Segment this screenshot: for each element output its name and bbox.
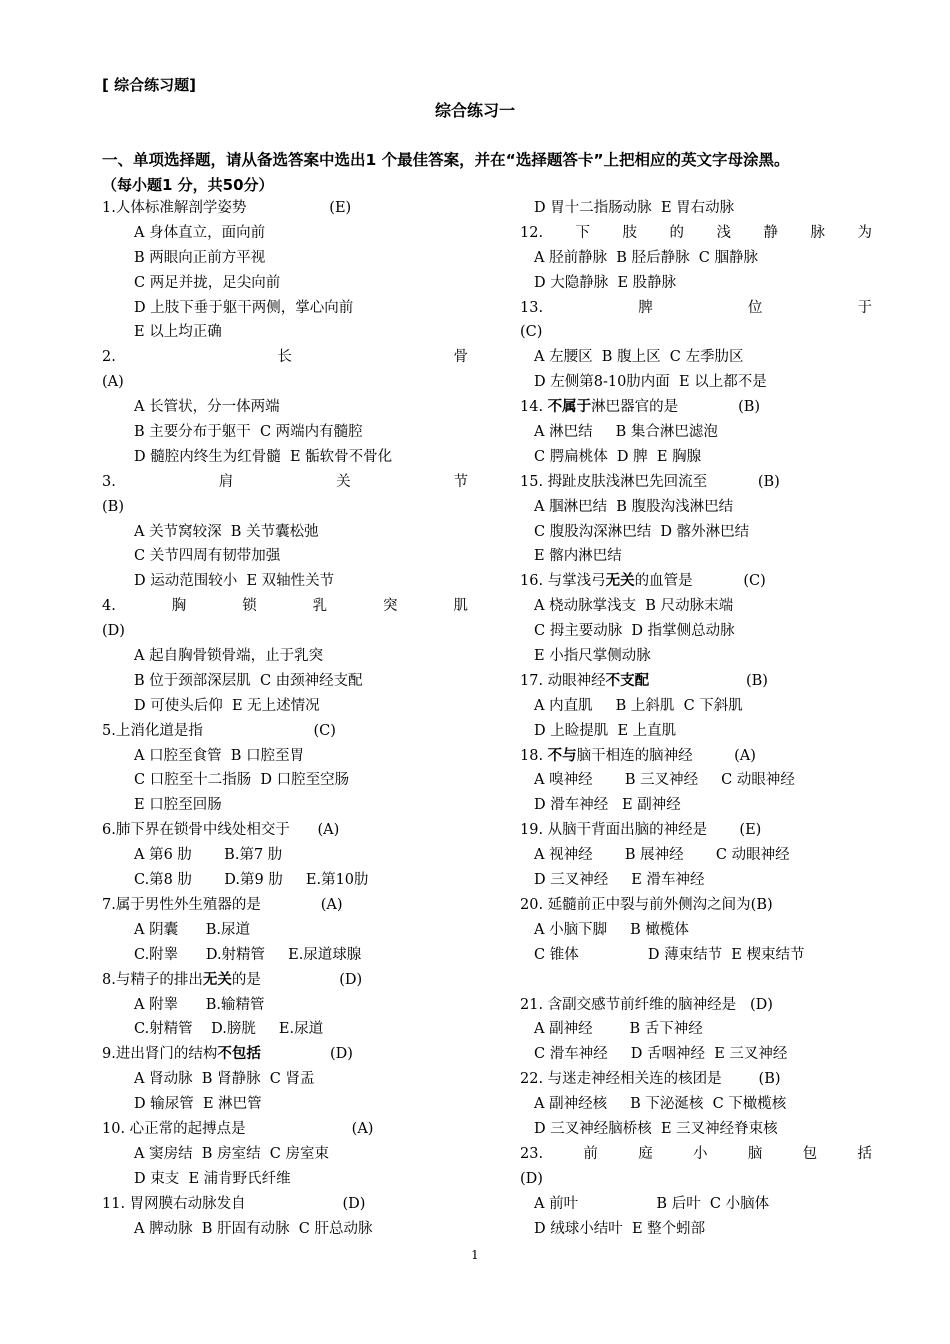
- instruction-text: 一、单项选择题，请从备选答案中选出1 个最佳答案，并在“选择题答卡”上把相应的英文字母涂黑。: [102, 151, 790, 169]
- answer-option-line: C 两足并拢，足尖向前: [134, 274, 281, 291]
- justified-word: 乳: [312, 598, 328, 615]
- justified-word: 2.: [102, 349, 116, 366]
- justified-word: 23.: [520, 1145, 544, 1162]
- question-line: (A): [102, 374, 124, 391]
- question-line: 10. 心正常的起搏点是 (A): [102, 1120, 374, 1137]
- emphasis-text: 不包括: [217, 1046, 261, 1063]
- answer-option-line: A 关节窝较深 B 关节囊松弛: [134, 523, 319, 540]
- question-line: 21. 含副交感节前纤维的脑神经是 (D): [520, 996, 773, 1013]
- answer-option-line: D 三叉神经 E 滑车神经: [534, 872, 705, 889]
- answer-option-line: C 腭扁桃体 D 脾 E 胸腺: [534, 448, 702, 465]
- question-line: 1.人体标准解剖学姿势 (E): [102, 200, 352, 216]
- question-line: (D): [520, 1170, 543, 1187]
- answer-option-line: A 口腔至食管 B 口腔至胃: [134, 747, 305, 764]
- answer-option-line: D 输尿管 E 淋巴管: [134, 1096, 262, 1113]
- justified-word: 于: [857, 299, 872, 316]
- question-line: 20. 延髓前正中裂与前外侧沟之间为(B): [520, 896, 773, 913]
- justified-word: 12.: [520, 224, 544, 241]
- justified-word: 锁: [242, 598, 257, 615]
- justified-word: 浅: [716, 224, 731, 241]
- answer-option-line: D 滑车神经 E 副神经: [534, 797, 681, 814]
- question-line: [102, 345, 468, 370]
- page-number: 1: [471, 1248, 479, 1262]
- justified-word: 4.: [102, 598, 116, 615]
- answer-option-line: A 副神经 B 舌下神经: [534, 1021, 703, 1038]
- question-line: [102, 594, 468, 619]
- justified-word: 静: [763, 224, 778, 241]
- question-line: 15. 拇趾皮肤浅淋巴先回流至 (B): [520, 473, 780, 490]
- question-line: 22. 与迷走神经相关连的核团是 (B): [520, 1071, 781, 1088]
- emphasis-text: 不属于: [547, 399, 592, 416]
- answer-option-line: A 长管状，分一体两端: [134, 399, 280, 416]
- justified-word: 括: [857, 1145, 872, 1162]
- answer-option-line: D 上睑提肌 E 上直肌: [534, 722, 677, 739]
- answer-option-line: D 绒球小结叶 E 整个蚓部: [534, 1220, 706, 1237]
- justified-word: 长: [277, 349, 292, 366]
- answer-option-line: A 前叶 B 后叶 C 小脑体: [534, 1195, 770, 1212]
- question-line: [102, 470, 468, 495]
- emphasis-text: 不与: [547, 747, 577, 764]
- answer-option-line: E 髂内淋巴结: [534, 548, 622, 565]
- question-line: 14. 不属于淋巴器官的是 (B): [520, 399, 761, 416]
- section-label: [ 综合练习题]: [102, 76, 196, 94]
- justified-word: 3.: [102, 473, 116, 490]
- answer-option-line: D 束支 E 浦肯野氏纤维: [134, 1170, 291, 1187]
- question-line: [520, 1142, 872, 1167]
- question-line: 6.肺下界在锁骨中线处相交于 (A): [102, 822, 340, 839]
- blank-line: [520, 968, 872, 993]
- question-line: 16. 与掌浅弓无关的血管是 (C): [520, 573, 766, 590]
- question-line: (D): [102, 623, 125, 640]
- justified-word: 位: [747, 299, 763, 316]
- answer-option-line: A 附睾 B.输精管: [134, 996, 265, 1013]
- page-title: 综合练习一: [434, 101, 515, 120]
- justified-word: 为: [857, 224, 872, 241]
- answer-option-line: A 桡动脉掌浅支 B 尺动脉末端: [534, 598, 734, 615]
- instruction-note: （每小题1 分，共50分）: [102, 176, 274, 194]
- justified-word: 节: [453, 473, 468, 490]
- question-line: 7.属于男性外生殖器的是 (A): [102, 896, 343, 913]
- answer-option-line: E 口腔至回肠: [134, 797, 222, 814]
- question-line: 8.与精子的排出无关的是 (D): [102, 971, 363, 988]
- question-line: (B): [102, 498, 124, 515]
- answer-option-line: A 淋巴结 B 集合淋巴滤泡: [534, 424, 718, 441]
- justified-word: 包: [802, 1145, 818, 1162]
- question-line: [520, 221, 872, 246]
- answer-option-line: C 拇主要动脉 D 指掌侧总动脉: [534, 623, 735, 640]
- answer-option-line: A 肾动脉 B 肾静脉 C 肾盂: [134, 1071, 315, 1088]
- answer-option-line: A 左腰区 B 腹上区 C 左季肋区: [534, 349, 744, 366]
- question-column-left: [102, 196, 468, 1241]
- answer-option-line: A 身体直立，面向前: [134, 224, 266, 241]
- justified-word: 前: [583, 1145, 598, 1162]
- answer-option-line: C 滑车神经 D 舌咽神经 E 三叉神经: [534, 1046, 788, 1063]
- question-line: 11. 胃网膜右动脉发自 (D): [102, 1195, 366, 1212]
- question-line: 19. 从脑干背面出脑的神经是 (E): [520, 822, 762, 839]
- answer-option-line: C.射精管 D.膀胱 E.尿道: [134, 1021, 324, 1038]
- answer-option-line: D 三叉神经脑桥核 E 三叉神经脊束核: [534, 1120, 778, 1137]
- answer-option-line: A 起自胸骨锁骨端，止于乳突: [134, 648, 324, 665]
- answer-option-line: D 大隐静脉 E 股静脉: [534, 274, 677, 291]
- question-line: 5.上消化道是指 (C): [102, 722, 336, 739]
- answer-option-line: B 两眼向正前方平视: [134, 249, 266, 266]
- answer-option-line: D 上肢下垂于躯干两侧，掌心向前: [134, 299, 354, 316]
- justified-word: 下: [575, 224, 591, 241]
- answer-option-line: A 小脑下脚 B 橄榄体: [534, 921, 689, 938]
- answer-option-line: C 口腔至十二指肠 D 口腔至空肠: [134, 772, 350, 789]
- answer-option-line: C.附睾 D.射精管 E.尿道球腺: [134, 946, 362, 963]
- answer-option-line: C.第8 肋 D.第9 肋 E.第10肋: [134, 872, 369, 889]
- answer-option-line: A 第6 肋 B.第7 肋: [134, 847, 283, 864]
- question-line: [520, 296, 872, 321]
- question-line: (C): [520, 324, 543, 341]
- answer-option-line: A 阴囊 B.尿道: [134, 921, 250, 938]
- answer-option-line: A 视神经 B 展神经 C 动眼神经: [534, 847, 790, 864]
- justified-word: 肩: [218, 473, 234, 490]
- justified-word: 脑: [747, 1145, 763, 1162]
- emphasis-text: 无关: [605, 573, 635, 590]
- emphasis-text: 无关: [202, 971, 232, 988]
- justified-word: 小: [693, 1145, 708, 1162]
- answer-option-line: A 嗅神经 B 三叉神经 C 动眼神经: [534, 772, 795, 789]
- answer-option-line: B 主要分布于躯干 C 两端内有髓腔: [134, 424, 363, 441]
- answer-option-line: D 可使头后仰 E 无上述情况: [134, 697, 320, 714]
- answer-option-line: E 小指尺掌侧动脉: [534, 648, 651, 665]
- answer-option-line: A 窦房结 B 房室结 C 房室束: [134, 1145, 329, 1162]
- answer-option-line: A 胫前静脉 B 胫后静脉 C 腘静脉: [534, 249, 758, 266]
- answer-option-line: A 腘淋巴结 B 腹股沟浅淋巴结: [534, 498, 734, 515]
- answer-option-line: D 左侧第8-10肋内面 E 以上都不是: [534, 374, 767, 391]
- answer-option-line: A 内直肌 B 上斜肌 C 下斜肌: [534, 697, 743, 714]
- answer-option-line: C 腹股沟深淋巴结 D 髂外淋巴结: [534, 523, 750, 540]
- answer-option-line: D 运动范围较小 E 双轴性关节: [134, 573, 335, 590]
- question-line: 9.进出肾门的结构不包括 (D): [102, 1046, 353, 1063]
- answer-option-line: C 锥体 D 薄束结节 E 楔束结节: [534, 946, 805, 963]
- justified-word: 胸: [171, 598, 187, 615]
- justified-word: 脾: [638, 299, 653, 316]
- question-column-right: [520, 196, 872, 1241]
- justified-word: 庭: [638, 1145, 653, 1162]
- justified-word: 的: [669, 224, 685, 241]
- answer-option-line: E 以上均正确: [134, 324, 222, 341]
- justified-word: 骨: [453, 349, 468, 366]
- answer-option-line: A 副神经核 B 下泌涎核 C 下橄榄核: [534, 1096, 787, 1113]
- justified-word: 13.: [520, 299, 544, 316]
- answer-option-line: A 脾动脉 B 肝固有动脉 C 肝总动脉: [134, 1220, 373, 1237]
- justified-word: 关: [336, 473, 351, 490]
- justified-word: 脉: [810, 224, 825, 241]
- answer-option-line: D 髓腔内终生为红骨髓 E 骺软骨不骨化: [134, 448, 393, 465]
- justified-word: 肢: [622, 224, 638, 241]
- question-line: 17. 动眼神经不支配 (B): [520, 672, 768, 689]
- answer-option-line: B 位于颈部深层肌 C 由颈神经支配: [134, 672, 363, 689]
- emphasis-text: 不支配: [605, 672, 650, 689]
- answer-option-line: C 关节四周有韧带加强: [134, 548, 281, 565]
- justified-word: 突: [383, 598, 398, 615]
- question-line: 18. 不与脑干相连的脑神经 (A): [520, 747, 756, 764]
- answer-option-line: D 胃十二指肠动脉 E 胃右动脉: [534, 200, 735, 216]
- justified-word: 肌: [453, 598, 468, 615]
